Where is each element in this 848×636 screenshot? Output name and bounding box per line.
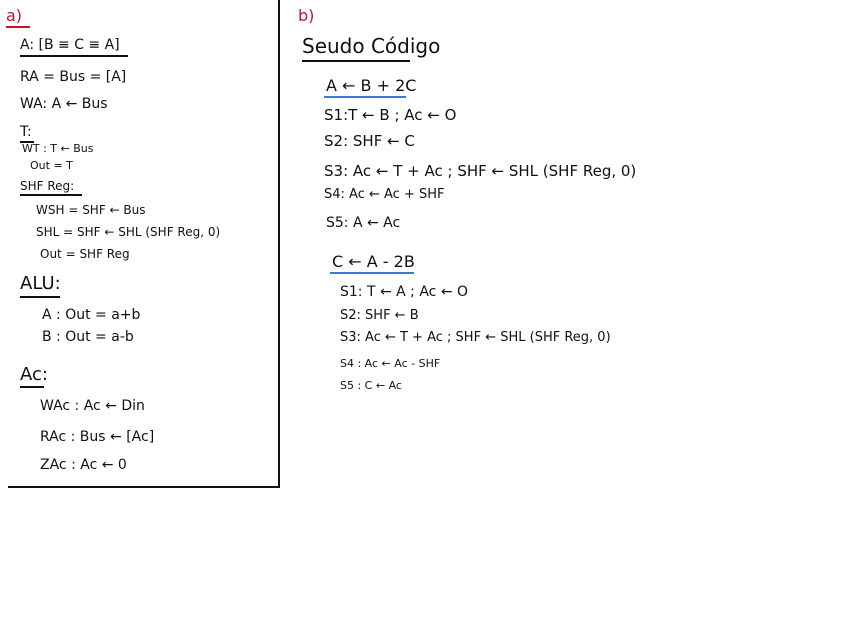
program-2-title: C ← A - 2B — [332, 252, 415, 271]
register-a-wa: WA: A ← Bus — [20, 96, 108, 112]
register-shf-wsh: WSH = SHF ← Bus — [36, 203, 146, 217]
program-2-step-2: S2: SHF ← B — [340, 308, 419, 323]
program-1-step-3: S3: Ac ← T + Ac ; SHF ← SHL (SHF Reg, 0) — [324, 162, 637, 180]
program-1-step-2: S2: SHF ← C — [324, 132, 415, 150]
register-a-ra: RA = Bus = [A] — [20, 69, 127, 85]
register-ac-wac: WAc : Ac ← Din — [40, 398, 145, 414]
register-shf-shl: SHL = SHF ← SHL (SHF Reg, 0) — [36, 225, 221, 239]
register-t-wt: WT : T ← Bus — [22, 142, 94, 155]
register-shf-underline — [20, 194, 82, 196]
section-a-label: a) — [6, 6, 23, 25]
register-shf-out: Out = SHF Reg — [40, 247, 130, 261]
program-2-step-3: S3: Ac ← T + Ac ; SHF ← SHL (SHF Reg, 0) — [340, 330, 611, 345]
register-t-out: Out = T — [30, 159, 73, 172]
alu-underline — [20, 296, 60, 298]
register-ac-underline — [20, 386, 44, 388]
pseudocode-title-underline — [302, 60, 410, 62]
program-2-step-5: S5 : C ← Ac — [340, 379, 402, 392]
register-ac-rac: RAc : Bus ← [Ac] — [40, 429, 155, 445]
program-2-underline — [330, 272, 414, 274]
register-shf-title: SHF Reg: — [20, 179, 75, 193]
alu-op-a: A : Out = a+b — [42, 307, 141, 323]
register-a-underline — [20, 55, 128, 57]
alu-title: ALU: — [20, 273, 61, 294]
section-b-label: b) — [298, 6, 315, 25]
program-1-step-4: S4: Ac ← Ac + SHF — [324, 187, 445, 202]
section-a-underline — [6, 26, 30, 28]
register-t-title: T: — [20, 124, 32, 140]
program-2-step-1: S1: T ← A ; Ac ← O — [340, 284, 469, 300]
register-ac-zac: ZAc : Ac ← 0 — [40, 457, 127, 473]
program-2-step-4: S4 : Ac ← Ac - SHF — [340, 357, 441, 370]
program-1-title: A ← B + 2C — [326, 76, 417, 95]
program-1-step-5: S5: A ← Ac — [326, 215, 401, 231]
program-1-step-1: S1:T ← B ; Ac ← O — [324, 106, 457, 124]
program-1-underline — [324, 96, 406, 98]
register-ac-title: Ac: — [20, 364, 48, 385]
pseudocode-title: Seudo Código — [302, 34, 441, 58]
alu-op-b: B : Out = a-b — [42, 329, 134, 345]
register-a-title: A: [B ≡ C ≡ A] — [20, 37, 120, 53]
